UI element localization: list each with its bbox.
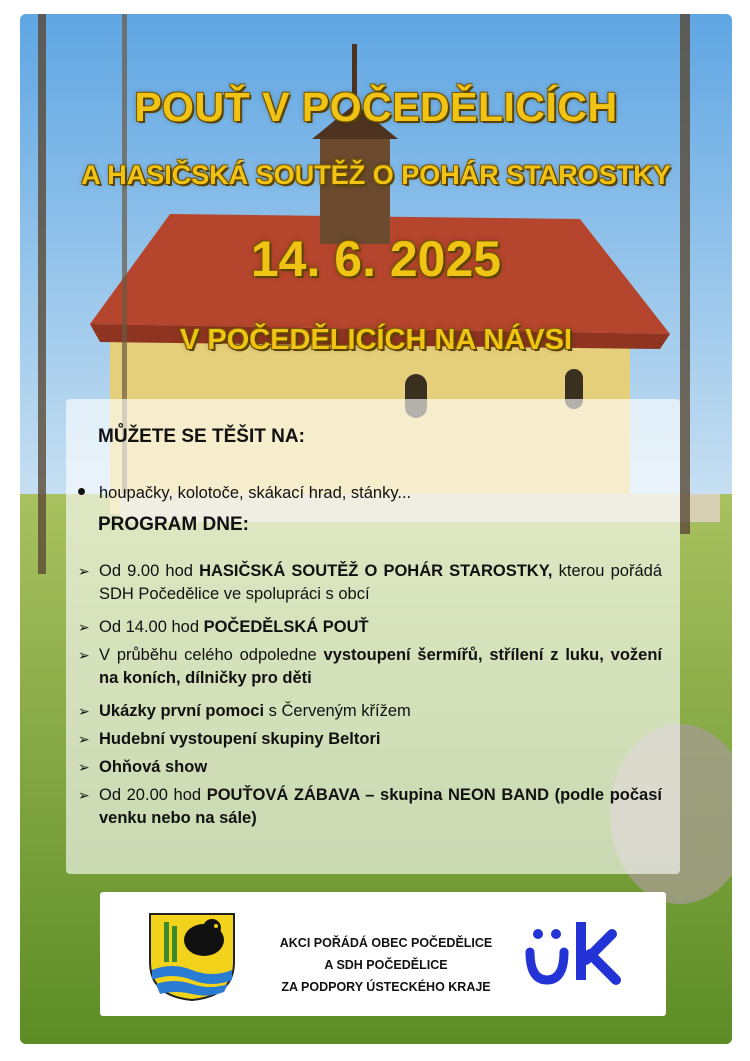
program-heading: PROGRAM DNE: bbox=[98, 514, 249, 535]
intro-heading: MŮŽETE SE TĚŠIT NA: bbox=[98, 426, 305, 447]
intro-item-text: houpačky, kolotoče, skákací hrad, stánky... bbox=[99, 484, 412, 502]
program-item-text: V průběhu celého odpoledne bbox=[99, 646, 324, 664]
organizer-text bbox=[258, 932, 514, 998]
arrow-right-icon: ➢ bbox=[78, 647, 90, 663]
program-item bbox=[78, 560, 662, 606]
program-item bbox=[78, 784, 662, 830]
arrow-right-icon: ➢ bbox=[78, 619, 90, 635]
arrow-right-icon: ➢ bbox=[78, 787, 90, 803]
arrow-right-icon: ➢ bbox=[78, 759, 90, 775]
organizer-line: ZA PODPORY ÚSTECKÉHO KRAJE bbox=[281, 980, 491, 994]
arrow-right-icon: ➢ bbox=[78, 563, 90, 579]
program-item-bold: HASIČSKÁ SOUTĚŽ O POHÁR STAROSTKY, bbox=[199, 562, 553, 580]
organizer-line: AKCI POŘÁDÁ OBEC POČEDĚLICE bbox=[279, 936, 493, 950]
bullet-dot-icon bbox=[78, 488, 85, 495]
footer-box bbox=[100, 892, 666, 1016]
event-date: 14. 6. 2025 bbox=[250, 231, 502, 287]
intro-list-item bbox=[78, 484, 411, 503]
program-item bbox=[78, 616, 662, 639]
program-item bbox=[78, 644, 662, 690]
program-item bbox=[78, 700, 662, 723]
program-item-text: s Červeným křížem bbox=[264, 702, 411, 720]
program-item bbox=[78, 756, 662, 779]
organizer-line: A SDH POČEDĚLICE bbox=[324, 958, 448, 972]
program-item-bold: POČEDĚLSKÁ POUŤ bbox=[203, 618, 369, 636]
program-item-bold: Ukázky první pomoci bbox=[99, 702, 265, 720]
poster bbox=[20, 14, 732, 1044]
program-item-text: kterou pořádá SDH Počedělice ve spolupráci s obcí bbox=[99, 562, 662, 603]
program-item-text: Od 20.00 hod bbox=[99, 786, 207, 804]
program-item-bold: vystoupení šermířů, střílení z luku, vožení na koních, dílničky pro děti bbox=[99, 646, 662, 687]
arrow-right-icon: ➢ bbox=[78, 731, 90, 747]
program-item bbox=[78, 728, 662, 751]
program-item-text: Od 14.00 hod bbox=[99, 618, 204, 636]
event-subtitle: A HASIČSKÁ SOUTĚŽ O POHÁR STAROSTKY bbox=[81, 160, 671, 190]
event-location: V POČEDĚLICÍCH NA NÁVSI bbox=[179, 324, 573, 356]
arrow-right-icon: ➢ bbox=[78, 703, 90, 719]
usti-region-logo-icon bbox=[524, 916, 624, 988]
program-item-bold: Ohňová show bbox=[99, 758, 208, 776]
program-item-text: Od 9.00 hod bbox=[99, 562, 200, 580]
municipal-crest-icon bbox=[146, 910, 238, 1002]
event-title: POUŤ V POČEDĚLICÍCH bbox=[134, 84, 618, 130]
program-item-bold: POUŤOVÁ ZÁBAVA – skupina NEON BAND (podle počasí venku nebo na sále) bbox=[99, 786, 662, 827]
program-item-bold: Hudební vystoupení skupiny Beltori bbox=[99, 730, 381, 748]
